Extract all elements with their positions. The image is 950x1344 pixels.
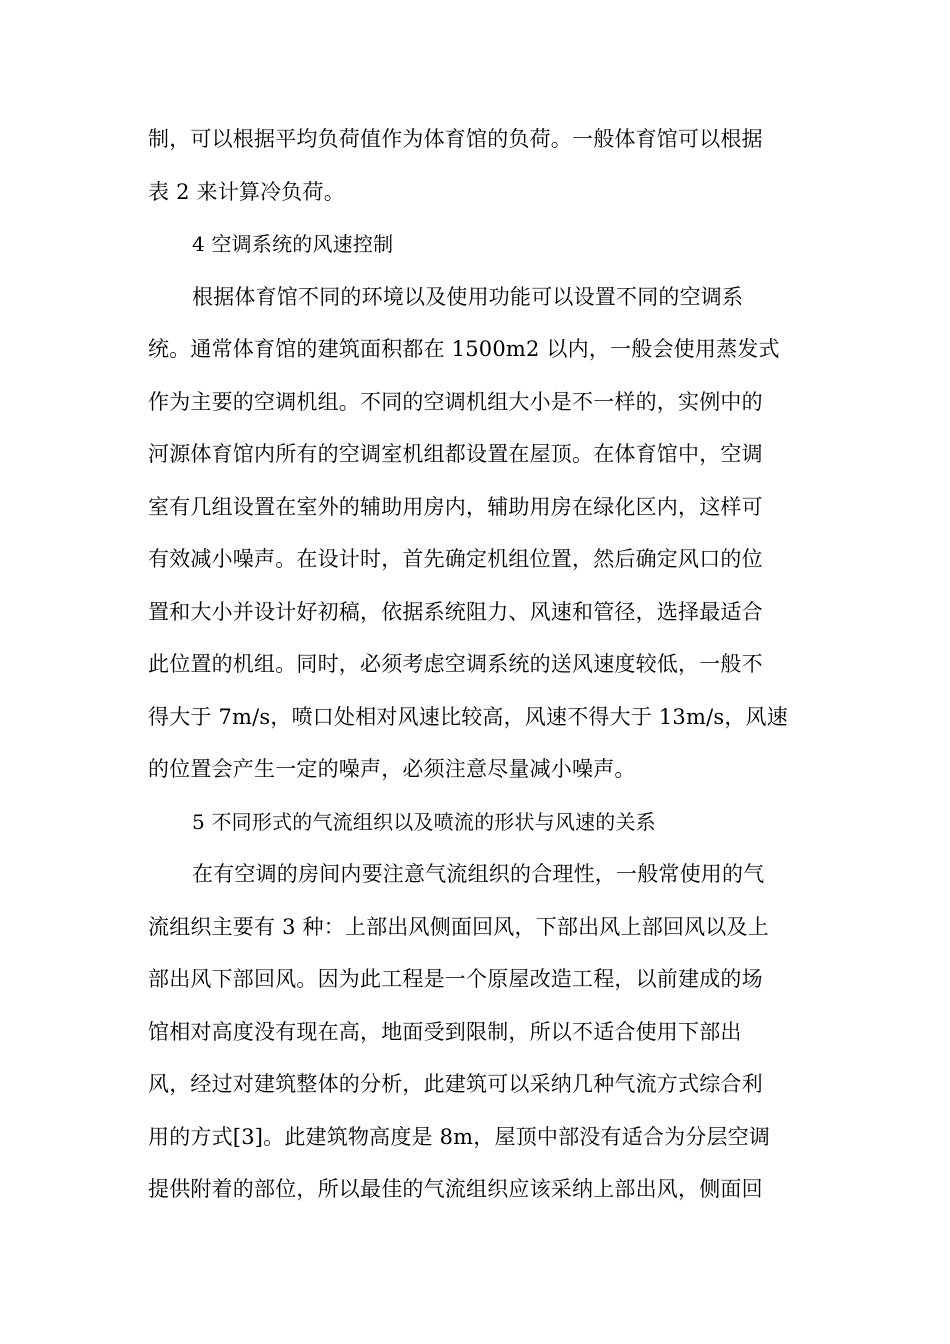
text-line: 得大于 7m/s，喷口处相对风速比较高，风速不得大于 13m/s，风速 [148, 704, 788, 729]
section-heading: 5 不同形式的气流组织以及喷流的形状与风速的关系 [192, 809, 656, 834]
document-body [148, 113, 800, 1216]
text-line: 作为主要的空调机组。不同的空调机组大小是不一样的，实例中的 [148, 389, 763, 414]
text-line: 河源体育馆内所有的空调室机组都设置在屋顶。在体育馆中，空调 [148, 442, 763, 466]
text-line: 根据体育馆不同的环境以及使用功能可以设置不同的空调系 [192, 284, 744, 309]
text-line: 表 2 来计算冷负荷。 [148, 179, 345, 204]
text-line: 提供附着的部位，所以最佳的气流组织应该采纳上部出风，侧面回 [148, 1177, 763, 1201]
text-line: 室有几组设置在室外的辅助用房内，辅助用房在绿化区内，这样可 [148, 494, 763, 519]
text-line: 此位置的机组。同时，必须考虑空调系统的送风速度较低，一般不 [148, 652, 763, 676]
text-line: 部出风下部回风。因为此工程是一个原屋改造工程，以前建成的场 [148, 967, 763, 991]
text-line: 在有空调的房间内要注意气流组织的合理性，一般常使用的气 [192, 862, 765, 886]
text-line: 置和大小并设计好初稿，依据系统阻力、风速和管径，选择最适合 [148, 599, 763, 624]
text-line: 流组织主要有 3 种：上部出风侧面回风，下部出风上部回风以及上 [148, 914, 769, 939]
section-heading: 4 空调系统的风速控制 [192, 232, 394, 256]
text-line: 统。通常体育馆的建筑面积都在 1500m2 以内，一般会使用蒸发式 [148, 337, 780, 361]
text-line: 的位置会产生一定的噪声，必须注意尽量减小噪声。 [148, 757, 636, 781]
text-line: 用的方式[3]。此建筑物高度是 8m，屋顶中部没有适合为分层空调 [148, 1124, 771, 1149]
text-line: 风，经过对建筑整体的分析，此建筑可以采纳几种气流方式综合利 [148, 1072, 763, 1096]
text-line: 有效减小噪声。在设计时，首先确定机组位置，然后确定风口的位 [148, 547, 763, 571]
text-line: 馆相对高度没有现在高，地面受到限制，所以不适合使用下部出 [148, 1019, 742, 1044]
text-line: 制，可以根据平均负荷值作为体育馆的负荷。一般体育馆可以根据 [148, 127, 763, 151]
